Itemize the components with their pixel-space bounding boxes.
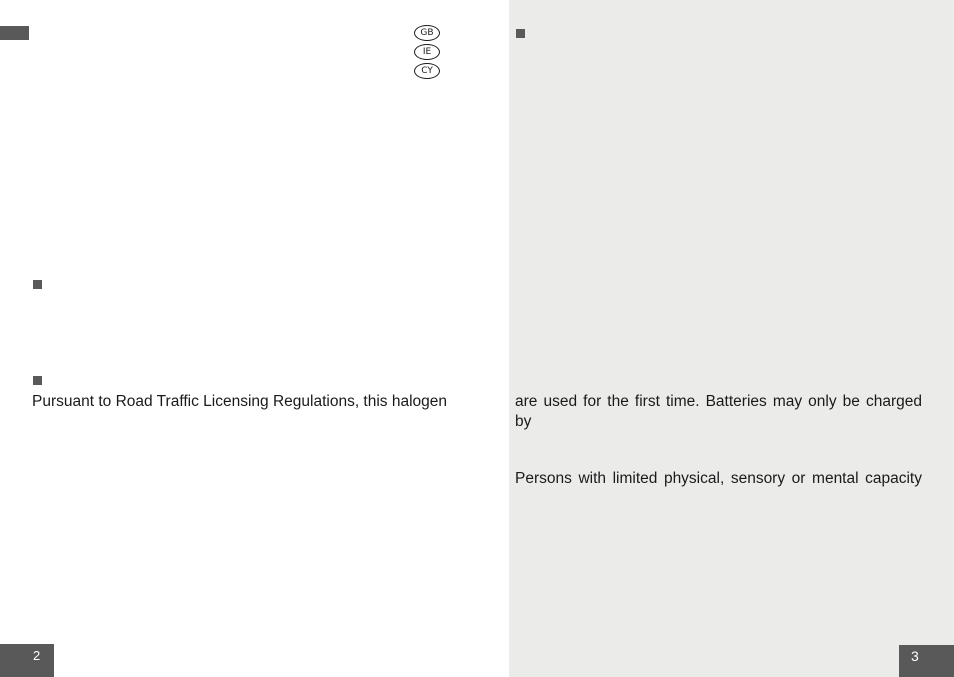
page-number-left: 2 bbox=[0, 644, 54, 677]
paragraph-batteries: are used for the first time. Batteries may only be charged by bbox=[515, 393, 922, 430]
country-code-badge-cy: CY bbox=[414, 63, 440, 79]
country-code-list bbox=[414, 25, 440, 82]
section-bullet-1 bbox=[33, 280, 42, 289]
paragraph-road-traffic: Pursuant to Road Traffic Licensing Regulations, this halogen bbox=[32, 393, 448, 410]
section-bullet-right bbox=[516, 29, 525, 38]
country-code-badge-gb: GB bbox=[414, 25, 440, 41]
header-tab bbox=[0, 26, 29, 40]
page-number-right: 3 bbox=[899, 645, 954, 677]
country-code-badge-ie: IE bbox=[414, 44, 440, 60]
right-page bbox=[509, 0, 954, 677]
section-bullet-2 bbox=[33, 376, 42, 385]
paragraph-limited-capacity: Persons with limited physical, sensory or mental capacity bbox=[515, 470, 922, 487]
